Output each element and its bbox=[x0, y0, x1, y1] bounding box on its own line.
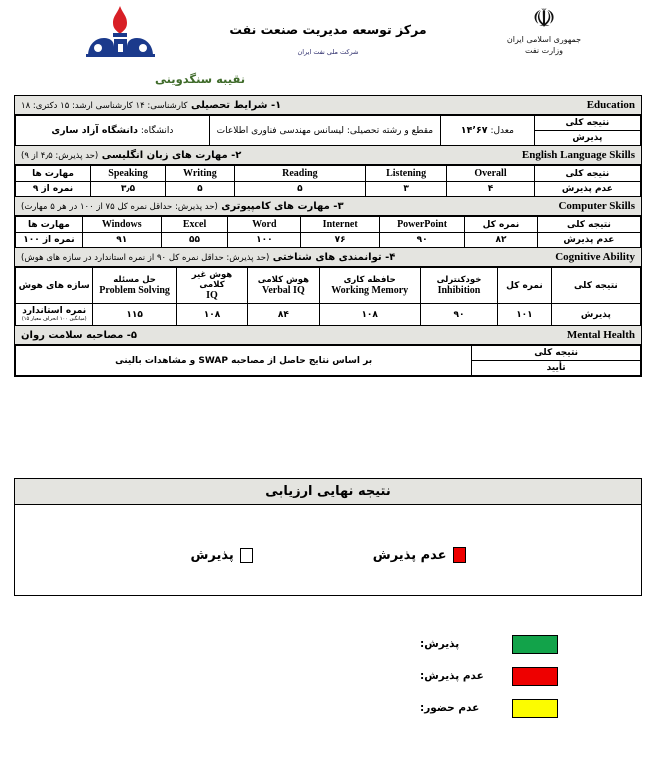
education-field-cell bbox=[209, 116, 440, 146]
iran-emblem-line2: وزارت نفت bbox=[524, 46, 563, 55]
table-row bbox=[16, 268, 641, 304]
computer-col-excel-label: Excel bbox=[182, 219, 207, 230]
section-number-computer: ۳- bbox=[333, 200, 344, 212]
cognitive-result-header: نتیجه کلی bbox=[551, 268, 640, 304]
computer-value-excel: ۵۵ bbox=[161, 233, 228, 248]
english-col-writing-label: Writing bbox=[183, 168, 217, 179]
checkbox-unchecked-icon[interactable] bbox=[240, 548, 253, 563]
section-header-computer bbox=[15, 197, 641, 216]
legend-item-absent bbox=[368, 692, 558, 724]
cognitive-col-nonverbal-iq bbox=[176, 268, 247, 304]
section-header-english bbox=[15, 146, 641, 165]
english-col-listening-label: Listening bbox=[386, 168, 427, 179]
legend-label-absent: عدم حضور: bbox=[420, 702, 480, 714]
section-name-cognitive: توانمندی های شناختی bbox=[272, 251, 382, 263]
final-choice-reject[interactable] bbox=[373, 547, 466, 563]
computer-col-internet bbox=[301, 217, 380, 233]
education-result-value: پذیرش bbox=[534, 131, 640, 146]
final-choice-accept[interactable] bbox=[190, 548, 252, 563]
table-row bbox=[16, 304, 641, 326]
table-row bbox=[16, 182, 641, 197]
legend-label-accept: پذیرش: bbox=[420, 638, 460, 650]
computer-result-header: نتیجه کلی bbox=[537, 217, 640, 233]
cognitive-col-problem-solving bbox=[93, 268, 176, 304]
computer-total-value: ۸۲ bbox=[465, 233, 538, 248]
section-number-education: ۱- bbox=[270, 99, 282, 111]
computer-col-windows bbox=[82, 217, 161, 233]
section-title-en-mental-health: Mental Health bbox=[566, 329, 635, 341]
section-number-cognitive: ۴- bbox=[385, 251, 396, 263]
education-field-value: لیسانس مهندسی فناوری اطلاعات bbox=[216, 125, 344, 136]
section-title-fa-mental-health bbox=[21, 330, 137, 341]
english-row-label-header: مهارت ها bbox=[16, 166, 91, 182]
computer-col-excel bbox=[161, 217, 228, 233]
english-col-speaking-label: Speaking bbox=[108, 168, 148, 179]
computer-value-powerpoint: ۹۰ bbox=[380, 233, 465, 248]
education-field-label: مقطع و رشته تحصیلی: bbox=[346, 125, 434, 136]
computer-total-label: نمره کل bbox=[465, 217, 538, 233]
english-value-speaking: ۳٫۵ bbox=[91, 182, 166, 197]
mental-health-table bbox=[15, 345, 641, 376]
section-title-en-english: English Language Skills bbox=[521, 149, 635, 161]
education-result-header: نتیجه کلی bbox=[534, 116, 640, 131]
final-result-choices bbox=[15, 505, 641, 595]
cognitive-col-problem-solving-en: Problem Solving bbox=[99, 285, 170, 296]
iran-emblem bbox=[484, 4, 604, 68]
cognitive-col-inhibition bbox=[420, 268, 497, 304]
section-name-computer: مهارت های کامپیوتری bbox=[221, 200, 330, 212]
english-col-overall bbox=[447, 166, 535, 182]
cognitive-col-verbal-iq-fa: هوش کلامی bbox=[257, 275, 309, 285]
final-result-title: نتیجه نهایی ارزیابی bbox=[15, 479, 641, 505]
computer-col-powerpoint-label: PowerPoint bbox=[397, 219, 448, 230]
section-title-fa-english bbox=[21, 150, 241, 161]
english-col-reading bbox=[234, 166, 365, 182]
legend-label-reject: عدم پذیرش: bbox=[420, 670, 484, 682]
cognitive-col-verbal-iq-en: Verbal IQ bbox=[262, 285, 305, 296]
color-legend bbox=[368, 628, 558, 724]
computer-col-word-label: Word bbox=[252, 219, 277, 230]
cognitive-value-verbal-iq: ۸۴ bbox=[248, 304, 319, 326]
cognitive-total-label: نمره کل bbox=[498, 268, 552, 304]
computer-col-internet-label: Internet bbox=[322, 219, 358, 230]
cognitive-col-working-memory-fa: حافظه کاری bbox=[343, 275, 396, 285]
cognitive-row-label-header: سازه های هوش bbox=[16, 268, 93, 304]
mental-health-result-header: نتیجه کلی bbox=[472, 346, 641, 361]
section-title-en-cognitive: Cognitive Ability bbox=[555, 251, 635, 263]
cognitive-value-nonverbal-iq: ۱۰۸ bbox=[176, 304, 247, 326]
english-col-reading-label: Reading bbox=[282, 168, 318, 179]
education-university-label: دانشگاه: bbox=[140, 126, 174, 136]
section-title-fa-cognitive bbox=[21, 252, 395, 263]
iran-emblem-line1: جمهوری اسلامی ایران bbox=[506, 35, 582, 44]
english-result-header: نتیجه کلی bbox=[534, 166, 640, 182]
education-table bbox=[15, 115, 641, 146]
section-name-education: شرایط تحصیلی bbox=[190, 99, 268, 111]
cognitive-row-label-score-sub: (میانگین ۱۰۰ انحراف معیار ۱۵) bbox=[21, 316, 87, 322]
final-choice-reject-label: عدم پذیرش bbox=[372, 547, 447, 563]
cognitive-result-value: پذیرش bbox=[551, 304, 640, 326]
final-result-box bbox=[14, 478, 642, 596]
iran-emblem-icon: ☫ bbox=[532, 4, 556, 34]
cognitive-col-nonverbal-iq-en: IQ bbox=[206, 290, 218, 301]
mental-health-result-value: تأیید bbox=[472, 361, 641, 376]
english-col-overall-label: Overall bbox=[474, 168, 507, 179]
section-criteria-education: کارشناسی: ۱۴ کارشناسی ارشد: ۱۵ دکتری: ۱۸ bbox=[21, 100, 188, 111]
cognitive-row-label-score-main: نمره استاندارد bbox=[22, 306, 87, 316]
nioc-caption: شرکت ملی نفت ایران bbox=[297, 48, 359, 56]
cognitive-row-label-score bbox=[16, 304, 93, 326]
cognitive-col-problem-solving-fa: حل مسئله bbox=[113, 275, 156, 285]
section-header-education bbox=[15, 96, 641, 115]
section-title-fa-education bbox=[21, 100, 281, 111]
english-value-listening: ۳ bbox=[366, 182, 447, 197]
section-title-en-education: Education bbox=[586, 99, 635, 111]
computer-col-powerpoint bbox=[380, 217, 465, 233]
education-gpa-value: ۱۴٬۶۷ bbox=[460, 125, 488, 136]
page-header bbox=[0, 0, 656, 86]
table-row bbox=[16, 346, 641, 361]
cognitive-col-working-memory-en: Working Memory bbox=[331, 285, 409, 296]
education-university-cell bbox=[16, 116, 210, 146]
english-col-listening bbox=[366, 166, 447, 182]
section-name-mental-health: مصاحبه سلامت روان bbox=[21, 329, 124, 341]
cognitive-table bbox=[15, 267, 641, 326]
section-number-english: ۲- bbox=[231, 149, 242, 161]
table-row bbox=[16, 166, 641, 182]
section-header-mental-health bbox=[15, 326, 641, 345]
assessment-report bbox=[14, 95, 642, 377]
cognitive-col-inhibition-fa: خودکنترلی bbox=[436, 275, 482, 285]
section-criteria-cognitive: (حد پذیرش: حداقل نمره کل ۹۰ از نمره استاندارد در سازه های هوش) bbox=[21, 252, 270, 263]
english-col-speaking bbox=[91, 166, 166, 182]
computer-value-internet: ۷۶ bbox=[301, 233, 380, 248]
candidate-name: نقیبه سنگدوینی bbox=[154, 72, 246, 86]
page-title: مرکز توسعه مدیریت صنعت نفت bbox=[229, 22, 427, 37]
english-col-writing bbox=[166, 166, 235, 182]
english-table bbox=[15, 165, 641, 197]
legend-swatch-red bbox=[512, 667, 558, 686]
english-value-reading: ۵ bbox=[234, 182, 365, 197]
cognitive-col-working-memory bbox=[319, 268, 420, 304]
education-gpa-cell bbox=[441, 116, 535, 146]
mental-health-description: بر اساس نتایج حاصل از مصاحبه SWAP و مشاهدات بالینی bbox=[16, 346, 472, 376]
table-row bbox=[16, 116, 641, 131]
computer-col-word bbox=[228, 217, 301, 233]
cognitive-col-inhibition-en: Inhibition bbox=[437, 285, 481, 296]
english-row-label-score: نمره از ۹ bbox=[16, 182, 91, 197]
legend-swatch-green bbox=[512, 635, 558, 654]
section-title-en-computer: Computer Skills bbox=[558, 200, 635, 212]
computer-result-value: عدم پذیرش bbox=[537, 233, 640, 248]
education-gpa-label: معدل: bbox=[490, 126, 514, 136]
computer-value-windows: ۹۱ bbox=[82, 233, 161, 248]
cognitive-total-value: ۱۰۱ bbox=[498, 304, 552, 326]
legend-swatch-yellow bbox=[512, 699, 558, 718]
legend-item-accept bbox=[368, 628, 558, 660]
final-choice-accept-label: پذیرش bbox=[190, 547, 234, 563]
section-name-english: مهارت های زبان انگلیسی bbox=[101, 149, 228, 161]
cognitive-col-verbal-iq bbox=[248, 268, 319, 304]
section-criteria-computer: (حد پذیرش: حداقل نمره کل ۷۵ از ۱۰۰ در هر ۵ مهارت) bbox=[21, 201, 218, 212]
computer-row-label-header: مهارت ها bbox=[16, 217, 83, 233]
section-number-mental-health: ۵- bbox=[126, 329, 138, 341]
computer-value-word: ۱۰۰ bbox=[228, 233, 301, 248]
checkbox-checked-icon[interactable] bbox=[453, 547, 466, 563]
computer-row-label-score: نمره از ۱۰۰ bbox=[16, 233, 83, 248]
table-row bbox=[16, 233, 641, 248]
cognitive-value-problem-solving: ۱۱۵ bbox=[93, 304, 176, 326]
cognitive-col-nonverbal-iq-fa: هوش غیر کلامی bbox=[191, 270, 233, 290]
english-value-writing: ۵ bbox=[166, 182, 235, 197]
section-header-cognitive bbox=[15, 248, 641, 267]
table-row bbox=[16, 217, 641, 233]
cognitive-value-working-memory: ۱۰۸ bbox=[319, 304, 420, 326]
computer-table bbox=[15, 216, 641, 248]
section-title-fa-computer bbox=[21, 201, 344, 212]
computer-col-windows-label: Windows bbox=[101, 219, 142, 230]
education-university-value: دانشگاه آزاد ساری bbox=[51, 125, 138, 136]
english-result-value: عدم پذیرش bbox=[534, 182, 640, 197]
cognitive-value-inhibition: ۹۰ bbox=[420, 304, 497, 326]
legend-item-reject bbox=[368, 660, 558, 692]
english-value-overall: ۴ bbox=[447, 182, 535, 197]
section-criteria-english: (حد پذیرش: ۴٫۵ از ۹) bbox=[21, 150, 99, 161]
